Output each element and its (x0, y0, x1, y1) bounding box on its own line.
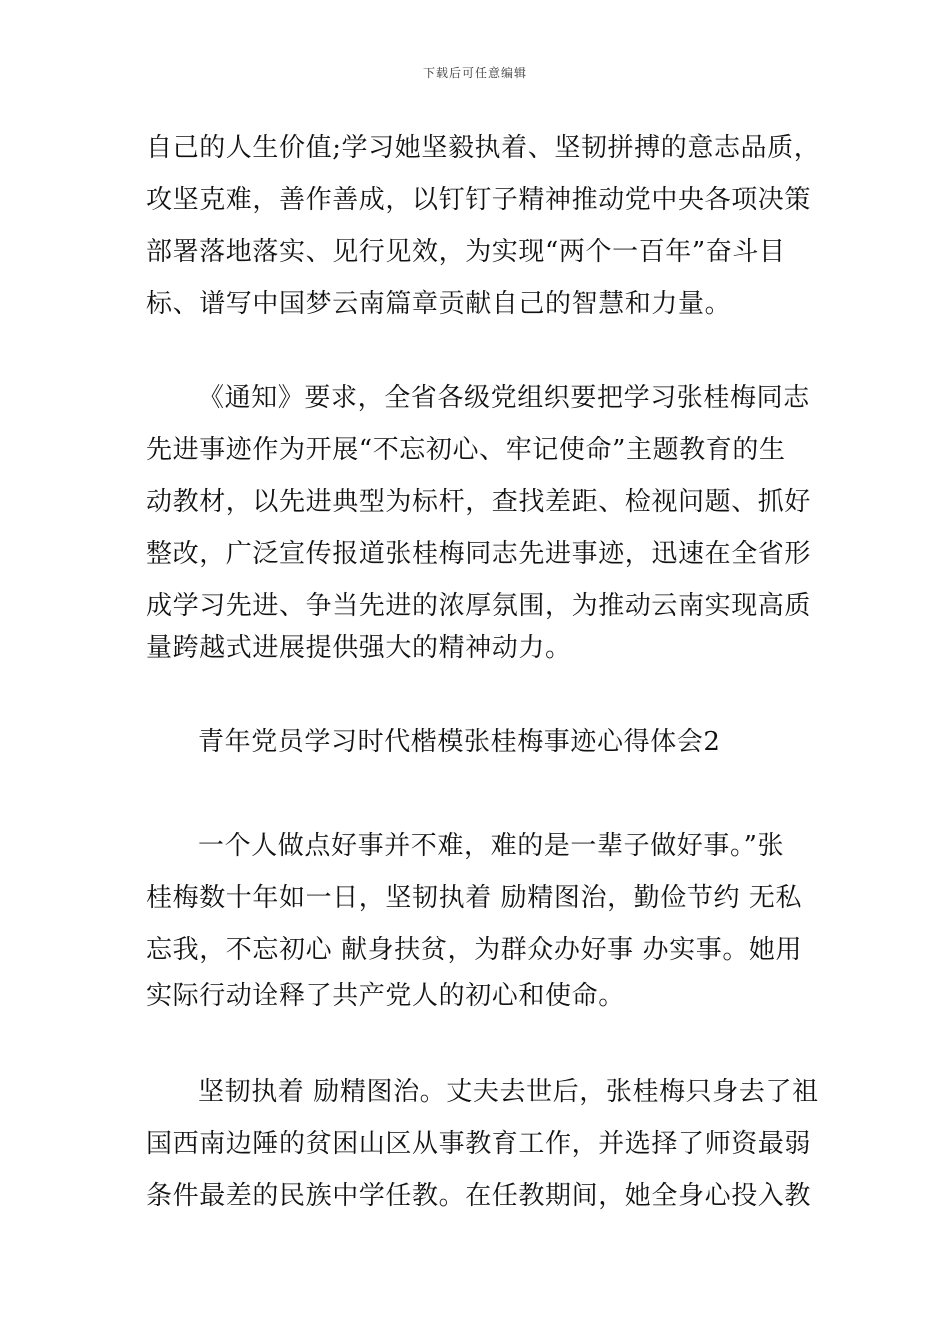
paragraph-4-line-2: 国西南边陲的贫困山区从事教育工作，并选择了师资最弱 (146, 1129, 812, 1159)
paragraph-1-line-3: 部署落地落实、见行见效，为实现“两个一百年”奋斗目 (146, 237, 786, 267)
paragraph-2-line-3: 动教材，以先进典型为标杆，查找差距、检视问题、抓好 (146, 487, 812, 517)
paragraph-3-line-4: 实际行动诠释了共产党人的初心和使命。 (146, 981, 625, 1011)
paragraph-4-line-3: 条件最差的民族中学任教。在任教期间，她全身心投入教 (146, 1181, 812, 1211)
paragraph-2-line-4: 整改，广泛宣传报道张桂梅同志先进事迹，迅速在全省形 (146, 539, 812, 569)
paragraph-3-line-3: 忘我，不忘初心 献身扶贫，为群众办好事 办实事。她用 (146, 935, 803, 965)
section-title: 青年党员学习时代楷模张桂梅事迹心得体会2 (198, 727, 721, 757)
paragraph-3-line-1: 一个人做点好事并不难，难的是一辈子做好事。”张 (198, 831, 785, 861)
paragraph-2-line-2: 先进事迹作为开展“不忘初心、牢记使命”主题教育的生 (146, 435, 786, 465)
paragraph-1-line-1: 自己的人生价值;学习她坚毅执着、坚韧拼搏的意志品质， (146, 133, 821, 163)
paragraph-1-line-2: 攻坚克难，善作善成，以钉钉子精神推动党中央各项决策 (146, 185, 812, 215)
paragraph-1-line-4: 标、谱写中国梦云南篇章贡献自己的智慧和力量。 (146, 289, 732, 319)
paragraph-3-line-2: 桂梅数十年如一日，坚韧执着 励精图治，勤俭节约 无私 (146, 883, 803, 913)
paragraph-2-line-5: 成学习先进、争当先进的浓厚氛围，为推动云南实现高质 (146, 591, 812, 621)
paragraph-4-line-1: 坚韧执着 励精图治。丈夫去世后，张桂梅只身去了祖 (198, 1077, 819, 1107)
header-note: 下载后可任意编辑 (422, 66, 527, 80)
paragraph-2-line-6: 量跨越式进展提供强大的精神动力。 (146, 633, 572, 663)
paragraph-2-line-1: 《通知》要求，全省各级党组织要把学习张桂梅同志 (198, 383, 810, 413)
